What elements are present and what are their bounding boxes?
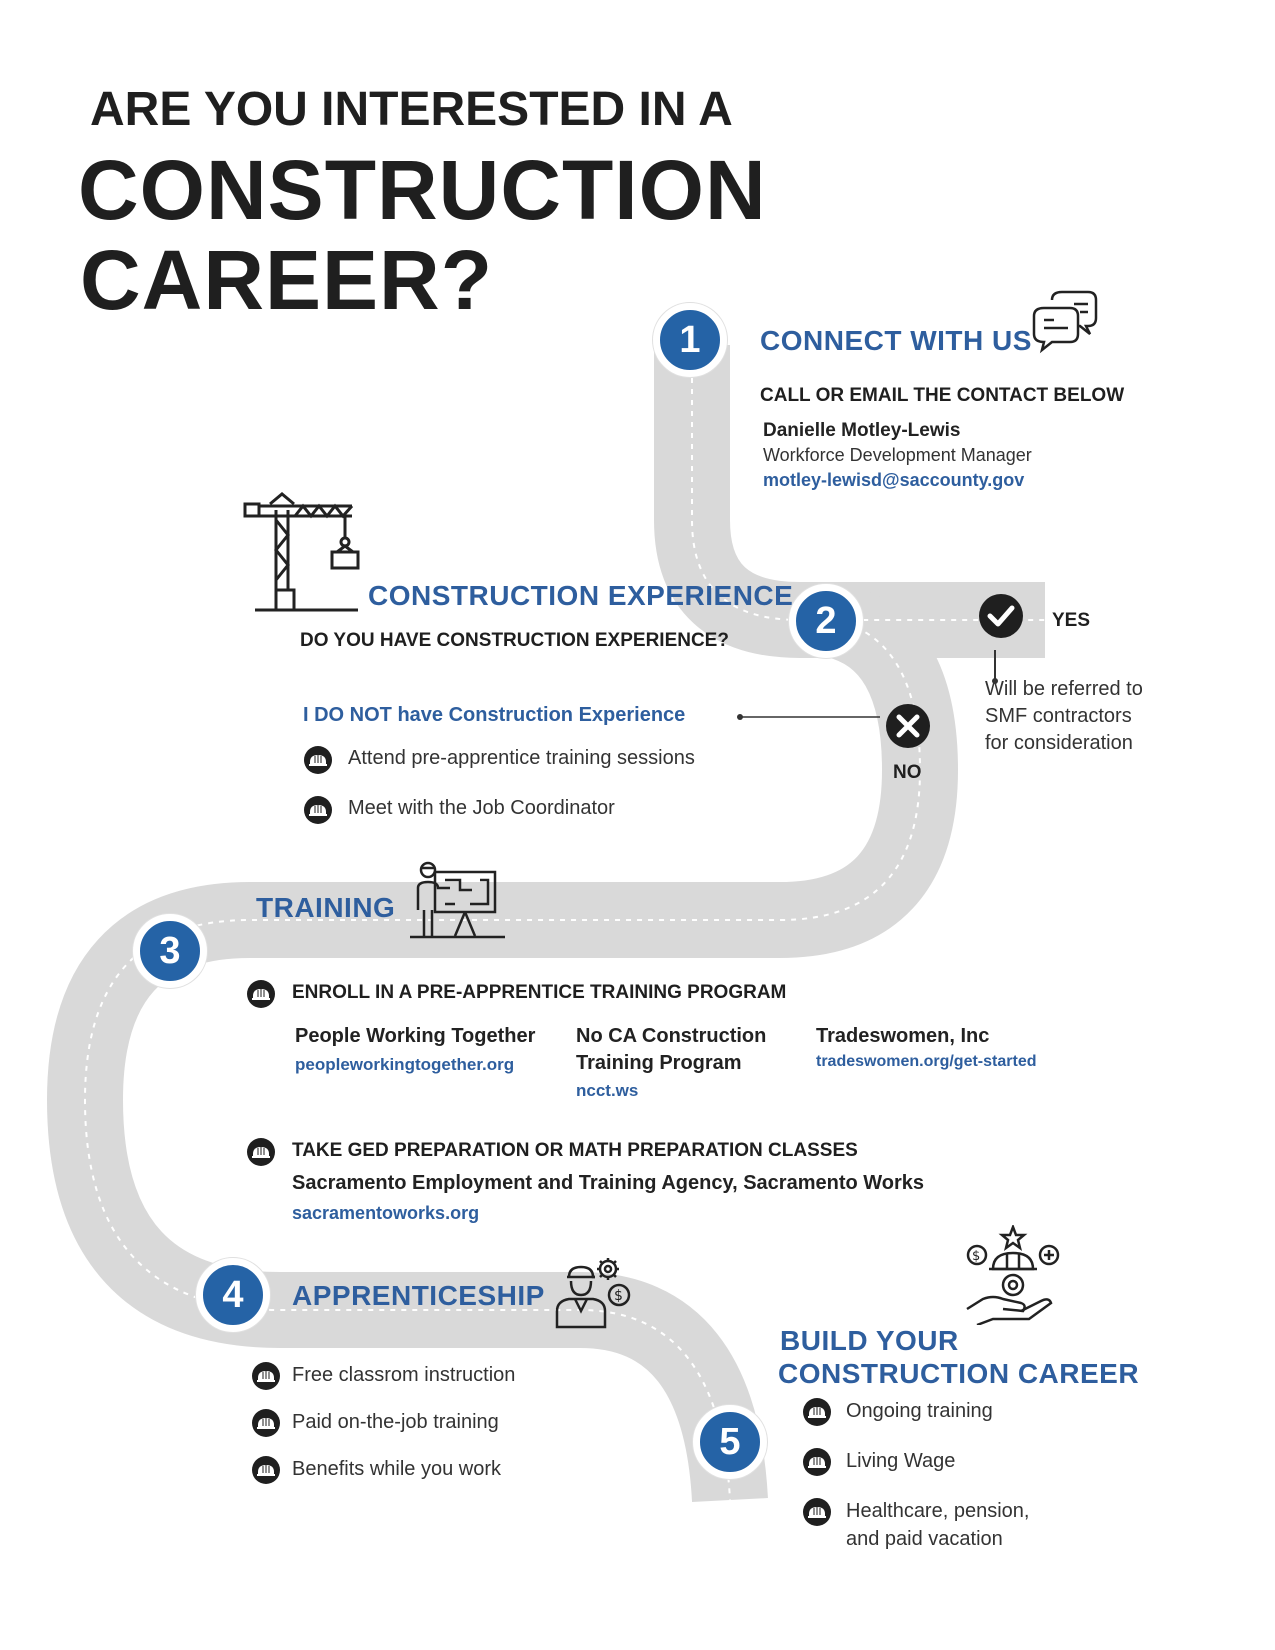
instructor-board-icon <box>410 860 505 940</box>
step-1-badge: 1 <box>653 303 727 377</box>
hardhat-bullet-icon <box>803 1498 831 1526</box>
step-1-heading: CONNECT WITH US <box>760 325 1032 356</box>
title-line-2: CONSTRUCTION <box>78 143 767 237</box>
step-2-heading: CONSTRUCTION EXPERIENCE <box>368 580 794 611</box>
yes-label: YES <box>1052 610 1091 631</box>
yes-text-1: Will be referred to <box>985 678 1143 700</box>
step-4-heading: APPRENTICESHIP <box>292 1280 545 1311</box>
step-5-item-2: Living Wage <box>846 1450 956 1472</box>
step-3-heading: TRAINING <box>256 892 396 923</box>
hardhat-bullet-icon <box>252 1456 280 1484</box>
program-2-name-line-1: No CA Construction <box>576 1025 767 1047</box>
step-5-badge: 5 <box>693 1405 767 1479</box>
step-4-item-1: Free classrom instruction <box>292 1364 516 1386</box>
x-circle-icon <box>885 703 931 749</box>
check-circle-icon <box>978 593 1024 639</box>
worker-gear-icon <box>553 1255 633 1330</box>
contact-role: Workforce Development Manager <box>763 445 1032 465</box>
svg-text:$: $ <box>614 1288 623 1304</box>
step-3-badge: 3 <box>133 914 207 988</box>
step-4-item-2: Paid on-the-job training <box>292 1411 499 1433</box>
enroll-heading: ENROLL IN A PRE-APPRENTICE TRAINING PROGRAM <box>292 982 787 1003</box>
chat-bubbles-icon <box>1030 290 1100 355</box>
hardhat-bullet-icon <box>304 796 332 824</box>
tower-crane-icon <box>240 490 365 615</box>
program-2-name-line-2: Training Program <box>576 1052 742 1074</box>
ged-heading: TAKE GED PREPARATION OR MATH PREPARATION CLASSES <box>292 1140 858 1161</box>
step-5-heading-line-1: BUILD YOUR <box>780 1325 959 1356</box>
step-4-item-3: Benefits while you work <box>292 1458 501 1480</box>
title-line-3: CAREER? <box>80 233 494 327</box>
step-4-badge: 4 <box>196 1258 270 1332</box>
contact-name: Danielle Motley-Lewis <box>763 420 961 441</box>
no-item-1: Attend pre-apprentice training sessions <box>348 747 695 769</box>
step-5-item-1: Ongoing training <box>846 1400 993 1422</box>
hand-hardhat-icon <box>963 1225 1063 1325</box>
title-line-1: ARE YOU INTERESTED IN A <box>90 83 733 136</box>
step-2-badge: 2 <box>789 584 863 658</box>
no-experience-heading: I DO NOT have Construction Experience <box>303 704 686 726</box>
hardhat-bullet-icon <box>803 1398 831 1426</box>
no-label: NO <box>893 762 922 783</box>
program-3-link[interactable]: tradeswomen.org/get-started <box>816 1053 1037 1070</box>
hardhat-bullet-icon <box>803 1448 831 1476</box>
hardhat-bullet-icon <box>252 1362 280 1390</box>
program-3-name: Tradeswomen, Inc <box>816 1025 990 1047</box>
contact-email-link[interactable]: motley-lewisd@saccounty.gov <box>763 470 1025 490</box>
svg-text:$: $ <box>972 1249 981 1264</box>
step-5-item-3-line-2: and paid vacation <box>846 1528 1003 1550</box>
step-5-item-3-line-1: Healthcare, pension, <box>846 1500 1030 1522</box>
program-1-link[interactable]: peopleworkingtogether.org <box>295 1055 515 1074</box>
hardhat-bullet-icon <box>304 746 332 774</box>
program-2-link[interactable]: ncct.ws <box>576 1081 639 1100</box>
hardhat-bullet-icon <box>247 980 275 1008</box>
step-2-question: DO YOU HAVE CONSTRUCTION EXPERIENCE? <box>300 630 729 651</box>
ged-agency: Sacramento Employment and Training Agency, Sacramento Works <box>292 1172 925 1194</box>
step-1-subheading: CALL OR EMAIL THE CONTACT BELOW <box>760 385 1125 406</box>
program-1-name: People Working Together <box>295 1025 536 1047</box>
step-5-heading-line-2: CONSTRUCTION CAREER <box>778 1358 1140 1389</box>
yes-text-3: for consideration <box>985 732 1133 754</box>
hardhat-bullet-icon <box>252 1409 280 1437</box>
yes-text-2: SMF contractors <box>985 705 1132 727</box>
no-item-2: Meet with the Job Coordinator <box>348 797 615 819</box>
ged-link[interactable]: sacramentoworks.org <box>292 1203 480 1223</box>
hardhat-bullet-icon <box>247 1138 275 1166</box>
